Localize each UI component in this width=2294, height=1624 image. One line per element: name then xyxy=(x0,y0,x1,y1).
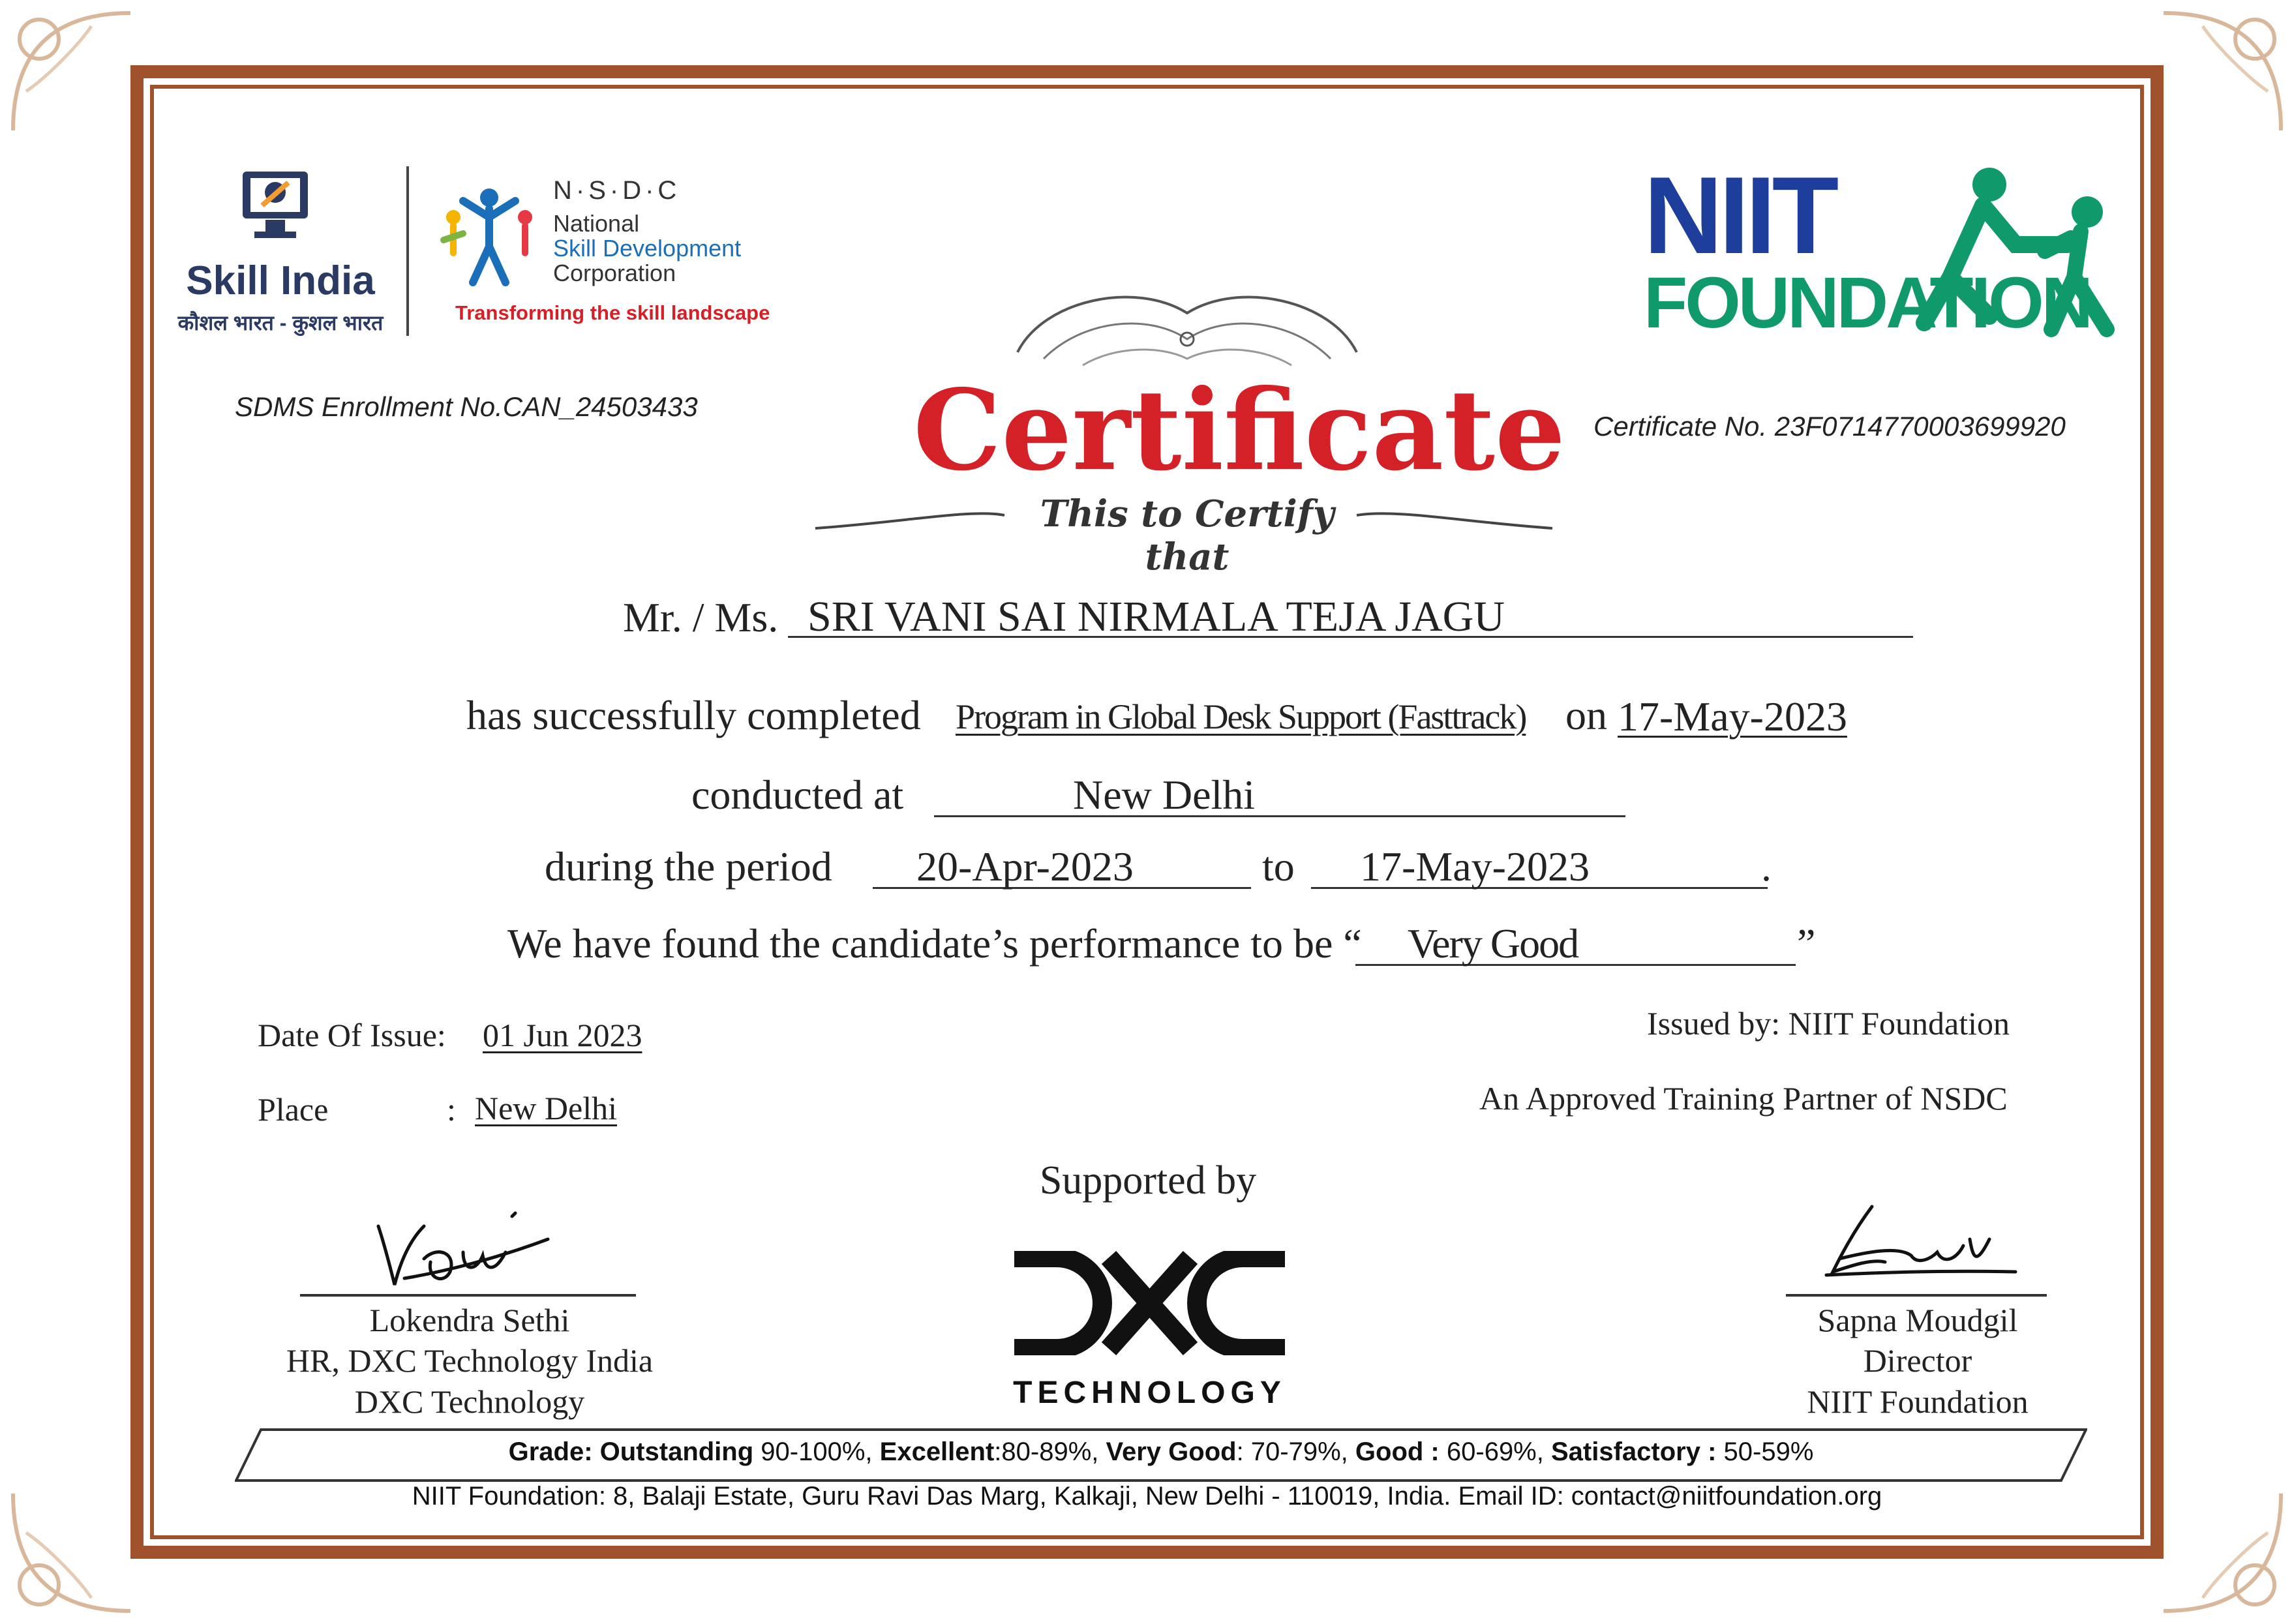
completion-date: 17-May-2023 xyxy=(1618,693,1847,740)
on-label: on xyxy=(1565,692,1607,738)
conducted-label: conducted at xyxy=(691,772,904,818)
skill-india-tagline: कौशल भारत - कुशल भारत xyxy=(177,311,384,335)
grade-very-good-range: : 70-79%, xyxy=(1236,1437,1355,1466)
grade-good-label: Good : xyxy=(1355,1437,1440,1466)
nsdc-logo xyxy=(437,176,776,339)
period-end: . xyxy=(1761,843,1772,890)
signature-right xyxy=(1813,1194,2022,1291)
approved-partner: An Approved Training Partner of NSDC xyxy=(1479,1080,2008,1117)
place-value: New Delhi xyxy=(475,1090,617,1126)
niit-helping-hand-icon xyxy=(1911,166,2120,339)
candidate-name: SRI VANI SAI NIRMALA TEJA JAGU xyxy=(807,593,1505,640)
certificate-subtitle: This to Certify that xyxy=(1040,492,1335,579)
corner-ornament-bottom-right xyxy=(2151,1481,2294,1624)
grade-good-range: 60-69%, xyxy=(1439,1437,1551,1466)
signature-line-right xyxy=(1786,1294,2047,1297)
logo-divider xyxy=(406,166,409,336)
place-colon: : xyxy=(447,1091,456,1128)
salutation-label: Mr. / Ms. xyxy=(623,594,779,640)
nsdc-tagline: Transforming the skill landscape xyxy=(455,301,770,324)
nsdc-people-icon xyxy=(437,181,541,289)
corner-ornament-bottom-left xyxy=(0,1481,143,1624)
grade-scale xyxy=(235,1437,2087,1467)
signatory-left-title: HR, DXC Technology India xyxy=(286,1342,654,1379)
performance-label: We have found the candidate’s performance to be “ xyxy=(507,920,1362,967)
period-label: during the period xyxy=(545,843,832,890)
grade-outstanding-label: Grade: Outstanding xyxy=(508,1437,754,1466)
certificate-number: Certificate No. 23F0714770003699920 xyxy=(1593,411,2066,442)
skill-india-logo xyxy=(163,166,398,342)
grade-excellent-label: Excellent xyxy=(879,1437,995,1466)
place-label: Place xyxy=(258,1091,329,1128)
nsdc-line2: Skill Development xyxy=(553,235,742,262)
date-of-issue-label: Date Of Issue: xyxy=(258,1017,446,1053)
nsdc-acronym: N·S·D·C xyxy=(553,176,681,205)
signatory-left-name: Lokendra Sethi xyxy=(369,1302,570,1338)
completed-label: has successfully completed xyxy=(466,692,921,738)
signature-left xyxy=(365,1200,561,1291)
supported-by-label: Supported by xyxy=(1039,1158,1257,1203)
date-of-issue: 01 Jun 2023 xyxy=(483,1017,642,1053)
end-date: 17-May-2023 xyxy=(1360,843,1590,890)
nsdc-line3: Corporation xyxy=(553,260,676,286)
niit-logo-text: NIIT xyxy=(1644,154,1835,277)
grade-satisfactory-label: Satisfactory : xyxy=(1550,1437,1717,1466)
grade-outstanding-range: 90-100%, xyxy=(753,1437,880,1466)
grade-excellent-range: :80-89%, xyxy=(994,1437,1106,1466)
signatory-left-org: DXC Technology xyxy=(354,1383,585,1420)
footer-address: NIIT Foundation: 8, Balaji Estate, Guru Ravi Das Marg, Kalkaji, New Delhi - 110019, India. Email ID: contact@niitfoundation.org xyxy=(412,1482,1882,1511)
program-name: Program in Global Desk Support (Fasttrack) xyxy=(956,697,1526,736)
grade-satisfactory-range: 50-59% xyxy=(1716,1437,1814,1466)
signatory-right-name: Sapna Moudgil xyxy=(1817,1302,2018,1338)
dxc-technology-text: TECHNOLOGY xyxy=(1013,1376,1286,1410)
performance-rating: Very Good xyxy=(1408,920,1578,967)
niit-foundation-logo xyxy=(1644,154,2126,349)
start-date: 20-Apr-2023 xyxy=(916,843,1134,890)
niit-foundation-text: FOUNDATION xyxy=(1644,263,2091,343)
dxc-logo-mark xyxy=(1008,1251,1291,1355)
performance-close-quote: ” xyxy=(1797,920,1816,967)
grade-very-good-label: Very Good xyxy=(1106,1437,1237,1466)
certificate-title: Certificate xyxy=(913,365,1566,496)
dxc-mark-text: DXC xyxy=(1149,1310,1153,1312)
skill-india-name: Skill India xyxy=(186,258,375,303)
skill-india-emblem-icon xyxy=(236,166,314,241)
corner-ornament-top-left xyxy=(0,0,143,143)
signature-line-left xyxy=(300,1294,636,1297)
conducted-location: New Delhi xyxy=(1073,772,1256,818)
corner-ornament-top-right xyxy=(2151,0,2294,143)
signatory-right-org: NIIT Foundation xyxy=(1807,1383,2029,1420)
enrollment-number: SDMS Enrollment No.CAN_24503433 xyxy=(235,391,698,422)
location-underline xyxy=(934,815,1625,817)
signatory-right-title: Director xyxy=(1863,1342,1972,1379)
to-label: to xyxy=(1262,843,1295,890)
nsdc-line1: National xyxy=(553,210,640,237)
issued-by: Issued by: NIIT Foundation xyxy=(1647,1005,2010,1042)
